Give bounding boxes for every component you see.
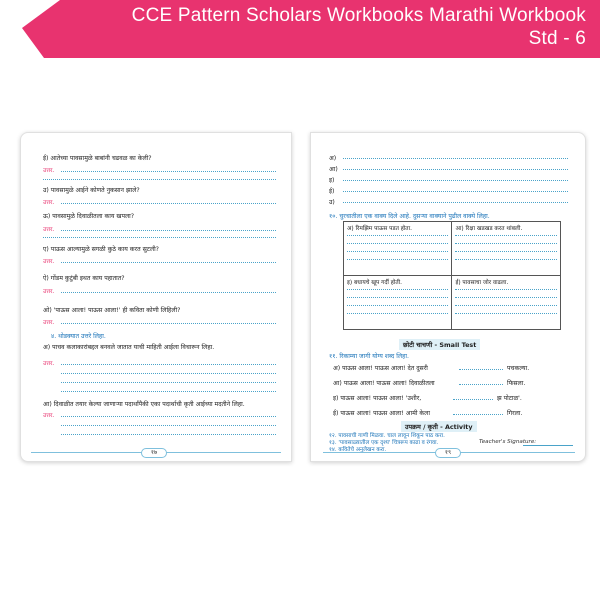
table-cell-text: ई) पावसाचा जोर वाढला. [455, 280, 509, 286]
answer-label: उत्तर. [43, 413, 55, 419]
blank-left: ई) पाऊस आला! पाऊस आला! आमी केला [333, 410, 430, 417]
blank-left: इ) पाऊस आला! पाऊस आला! 'उशीर, [333, 395, 422, 402]
question: उ) पावसामुळे आईने कोणते नुकसान झाले? [43, 187, 140, 194]
answer-line [61, 203, 276, 204]
small-test-heading: छोटी चाचणी - Small Test [399, 339, 480, 350]
banner-title-line1: CCE Pattern Scholars Workbooks Marathi Workbook [131, 5, 586, 26]
answer-label: उत्तर. [43, 320, 55, 326]
banner-title-line2: Std - 6 [528, 28, 586, 49]
answer-line [61, 382, 276, 383]
answer-label: उत्तर. [43, 361, 55, 367]
question: अ) पाचव कलाकारांबद्दल बनवले जातात याची माहिती आईला विचारून लिहा. [43, 344, 215, 351]
answer-label: उत्तर. [43, 200, 55, 206]
answer-line [61, 391, 276, 392]
activity-heading: उपक्रम / कृती - Activity [401, 421, 477, 432]
signature-line [523, 445, 573, 446]
activity-item: १४. कवितेचे अनुलेखन करा. [329, 447, 387, 453]
option-label: अ) [329, 155, 337, 162]
blank-line [459, 384, 503, 385]
table-cell [344, 276, 452, 330]
answer-line [343, 180, 568, 181]
blank-right: फिसला. [507, 380, 526, 387]
answer-line [61, 373, 276, 374]
question: १०. चुरचातीला एक वाक्य दिले आहे. दुसऱ्या वाक्याने पुढील वाक्ये लिहा. [329, 213, 490, 220]
section-heading: ४. थोडक्यात उत्तरे लिहा. [51, 333, 106, 340]
answer-label: उत्तर. [43, 259, 55, 265]
table-cell [452, 276, 561, 330]
answer-line [61, 416, 276, 417]
table-cell-text: अ) रिमझिम पाऊस पडत होता. [347, 226, 412, 232]
activity-item: १३. 'पावसाळ्यातील एक दृश्य' चित्ररूप काढा व रंगवा. [329, 440, 439, 446]
answer-line [343, 158, 568, 159]
blank-right: झ पोटाळ'. [497, 395, 522, 402]
option-label: ई) [329, 188, 335, 195]
table-cell-text: इ) बधायचे खूप गर्दी होती. [347, 280, 403, 286]
question: ऐ) गोंडम कुटुंबी इथत काय पहातात? [43, 275, 125, 282]
option-label: उ) [329, 199, 335, 206]
teacher-signature-label: Teacher's Signature: [479, 439, 537, 445]
blank-left: आ) पाऊस आला! पाऊस आला! दिवाळीतला [333, 380, 435, 387]
question: आ) दिवाळीत तयार केल्या जाणाऱ्या पदार्थांपैकी एका पदार्थाची कृती आईच्या मदतीने लिहा. [43, 401, 245, 408]
answer-label: उत्तर. [43, 227, 55, 233]
answer-line [61, 262, 276, 263]
blank-right: पचकल्या. [507, 365, 530, 372]
answer-line [343, 191, 568, 192]
option-label: इ) [329, 177, 335, 184]
option-label: आ) [329, 166, 338, 173]
answer-line [61, 323, 276, 324]
blank-line [453, 399, 493, 400]
answer-line [61, 230, 276, 231]
blank-left: अ) पाऊस आला! पाऊस आला! देत दुसरी [333, 365, 428, 372]
sentence-table [343, 221, 561, 330]
table-cell-text: आ) रिक्षा खडखड करत थांबली. [455, 226, 523, 232]
answer-line [61, 434, 276, 435]
left-page [20, 132, 292, 462]
blank-right: गिरला. [507, 410, 523, 417]
table-cell [452, 222, 561, 276]
question: ऊ) पावसामुळे दिवाळीतला काय खपला? [43, 213, 135, 220]
right-page [310, 132, 586, 462]
page-number: १७ [141, 448, 167, 458]
activity-item: १२. पावसाची गाणी मिळवा. चाल लावून शिकून पाठ करा. [329, 433, 445, 439]
blank-line [459, 369, 503, 370]
answer-line [43, 237, 276, 238]
answer-line [61, 171, 276, 172]
question: ११. रिकाम्या जागी योग्य शब्द लिहा. [329, 353, 409, 360]
question: ओ) 'पाऊस आला! पाऊस आला!' ही कविता कोणी लिहिली? [43, 307, 181, 314]
answer-label: उत्तर. [43, 168, 55, 174]
blank-line [453, 414, 503, 415]
table-cell [344, 222, 452, 276]
answer-line [343, 202, 568, 203]
question: ई) आतेच्या पावसामुळे बाबांनी चढवळ का केली? [43, 155, 152, 162]
question: ए) पाऊस आल्यामुळे सगळी कुठे काय करत सुटली? [43, 246, 159, 253]
answer-line [61, 364, 276, 365]
answer-line [43, 179, 276, 180]
page-number: १९ [435, 448, 461, 458]
answer-label: उत्तर. [43, 289, 55, 295]
answer-line [343, 169, 568, 170]
answer-line [61, 425, 276, 426]
answer-line [61, 292, 276, 293]
banner-title [132, 4, 586, 50]
